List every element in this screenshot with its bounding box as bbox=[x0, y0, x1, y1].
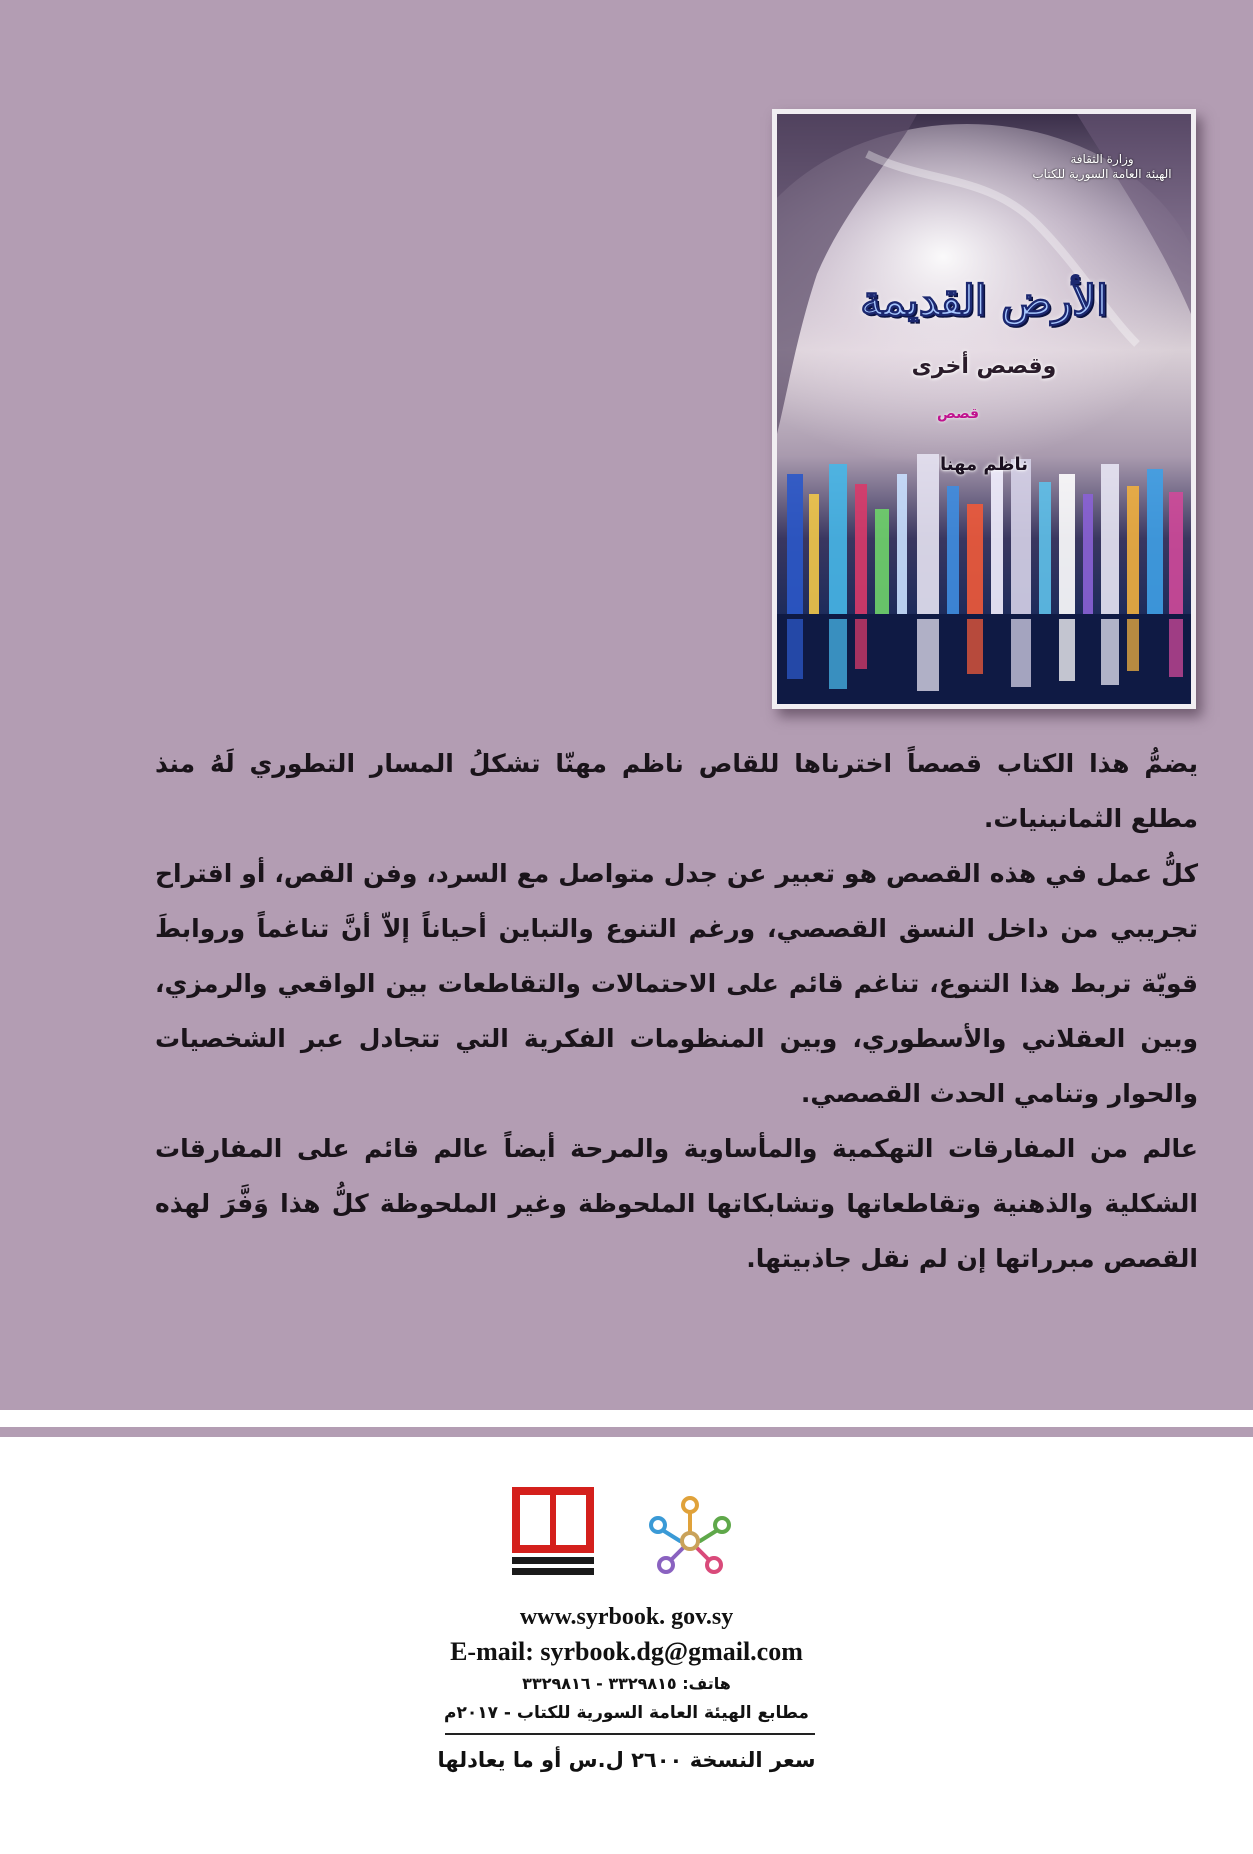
phone-numbers: هاتف: ٣٣٢٩٨١٥ - ٣٣٢٩٨١٦ bbox=[522, 1674, 731, 1693]
footer-divider bbox=[445, 1733, 815, 1735]
cover-title: الأرض القديمة bbox=[860, 276, 1108, 325]
publisher-logos bbox=[0, 1483, 1253, 1593]
website-link[interactable]: www.syrbook. gov.sy bbox=[519, 1604, 734, 1630]
cave-artwork bbox=[777, 114, 1191, 704]
cover-genre: قصص bbox=[937, 406, 980, 422]
blurb-paragraph: عالم من المفارقات التهكمية والمأساوية والمرحة أيضاً عالم قائم على المفارقات الشكلية والذهنية وتقاطعاتها وتشابكاتها الملحوظة وغير الملحوظة كلُّ هذا وَفَّرَ لهذه القصص مبرراتها إن لم نقل جاذبيتها. bbox=[155, 1134, 1198, 1273]
open-book-icon bbox=[510, 1485, 596, 1581]
blurb-paragraph: كلُّ عمل في هذه القصص هو تعبير عن جدل متواصل مع السرد، وفن القص، أو اقتراح تجريبي من داخل النسق القصصي، ورغم التنوع والتباين أحياناً إلاّ أنَّ تناغماً وروابطَ قويّة تربط هذا التنوع، تناغم قائم على الاحتمالات والتقاطعات بين الواقعي والرمزي، وبين العقلاني والأسطوري، وبين المنظومات الفكرية التي تتجادل عبر الشخصيات والحوار وتنامي الحدث القصصي. bbox=[155, 859, 1198, 1108]
flower-figures-icon bbox=[640, 1489, 740, 1589]
cover-subtitle: وقصص أخرى bbox=[911, 354, 1057, 379]
cover-publisher bbox=[1027, 152, 1177, 182]
cover-author: ناظم مهنا bbox=[940, 454, 1028, 475]
cover-publisher-line2: الهيئة العامة السورية للكتاب bbox=[1032, 167, 1172, 181]
blurb-paragraph: يضمُّ هذا الكتاب قصصاً اخترناها للقاص ناظم مهنّا تشكلُ المسار التطوري لَهُ منذ مطلع الثمانينيات. bbox=[155, 749, 1198, 833]
email-link[interactable]: E-mail: syrbook.dg@gmail.com bbox=[450, 1637, 803, 1666]
cover-publisher-line1: وزارة الثقافة bbox=[1070, 152, 1134, 166]
divider-stripe bbox=[0, 1427, 1253, 1437]
publisher-contact bbox=[0, 1600, 1253, 1728]
printer-credit: مطابع الهيئة العامة السورية للكتاب - ٢٠١٧م bbox=[444, 1703, 809, 1723]
back-cover-blurb bbox=[155, 736, 1198, 1286]
book-cover-image bbox=[772, 109, 1196, 709]
price-label: سعر النسخة ٢٦٠٠ ل.س أو ما يعادلها bbox=[437, 1748, 816, 1772]
